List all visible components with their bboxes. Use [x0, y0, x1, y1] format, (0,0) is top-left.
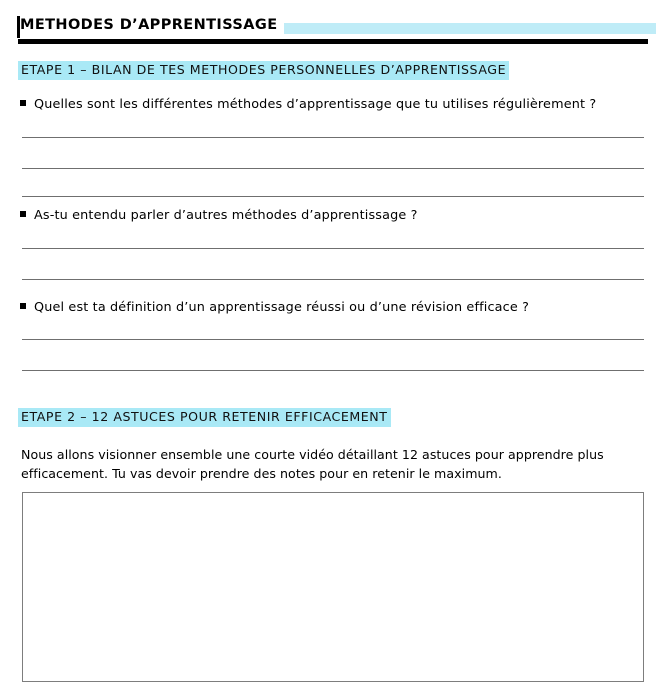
- title-underline-rule: [18, 39, 648, 44]
- question-3: [20, 299, 529, 317]
- section-heading-etape-2: ETAPE 2 – 12 ASTUCES POUR RETENIR EFFICACEMENT: [18, 408, 391, 427]
- question-1-text: Quelles sont les différentes méthodes d’apprentissage que tu utilises régulièrement ?: [34, 97, 597, 112]
- answer-line-q1-3[interactable]: [22, 196, 644, 197]
- page-title: METHODES D’APPRENTISSAGE: [20, 14, 284, 36]
- question-2: [20, 207, 418, 225]
- question-2-text: As-tu entendu parler d’autres méthodes d’apprentissage ?: [34, 208, 418, 223]
- answer-line-q1-1[interactable]: [22, 137, 644, 138]
- section-heading-etape-1: ETAPE 1 – BILAN DE TES METHODES PERSONNELLES D’APPRENTISSAGE: [18, 61, 509, 80]
- notes-area[interactable]: [22, 492, 644, 682]
- square-bullet-icon: [20, 303, 26, 309]
- answer-line-q1-2[interactable]: [22, 168, 644, 169]
- document-header: [0, 14, 664, 48]
- question-3-text: Quel est ta définition d’un apprentissage réussi ou d’une révision efficace ?: [34, 300, 530, 315]
- answer-line-q2-1[interactable]: [22, 248, 644, 249]
- answer-line-q3-1[interactable]: [22, 339, 644, 340]
- square-bullet-icon: [20, 100, 26, 106]
- answer-line-q3-2[interactable]: [22, 370, 644, 371]
- square-bullet-icon: [20, 211, 26, 217]
- etape-2-instructions: Nous allons visionner ensemble une courte vidéo détaillant 12 astuces pour apprendre plus efficacement. Tu vas devoir prendre des notes pour en retenir le maximum.: [21, 447, 604, 481]
- answer-line-q2-2[interactable]: [22, 279, 644, 280]
- question-1: [20, 96, 596, 114]
